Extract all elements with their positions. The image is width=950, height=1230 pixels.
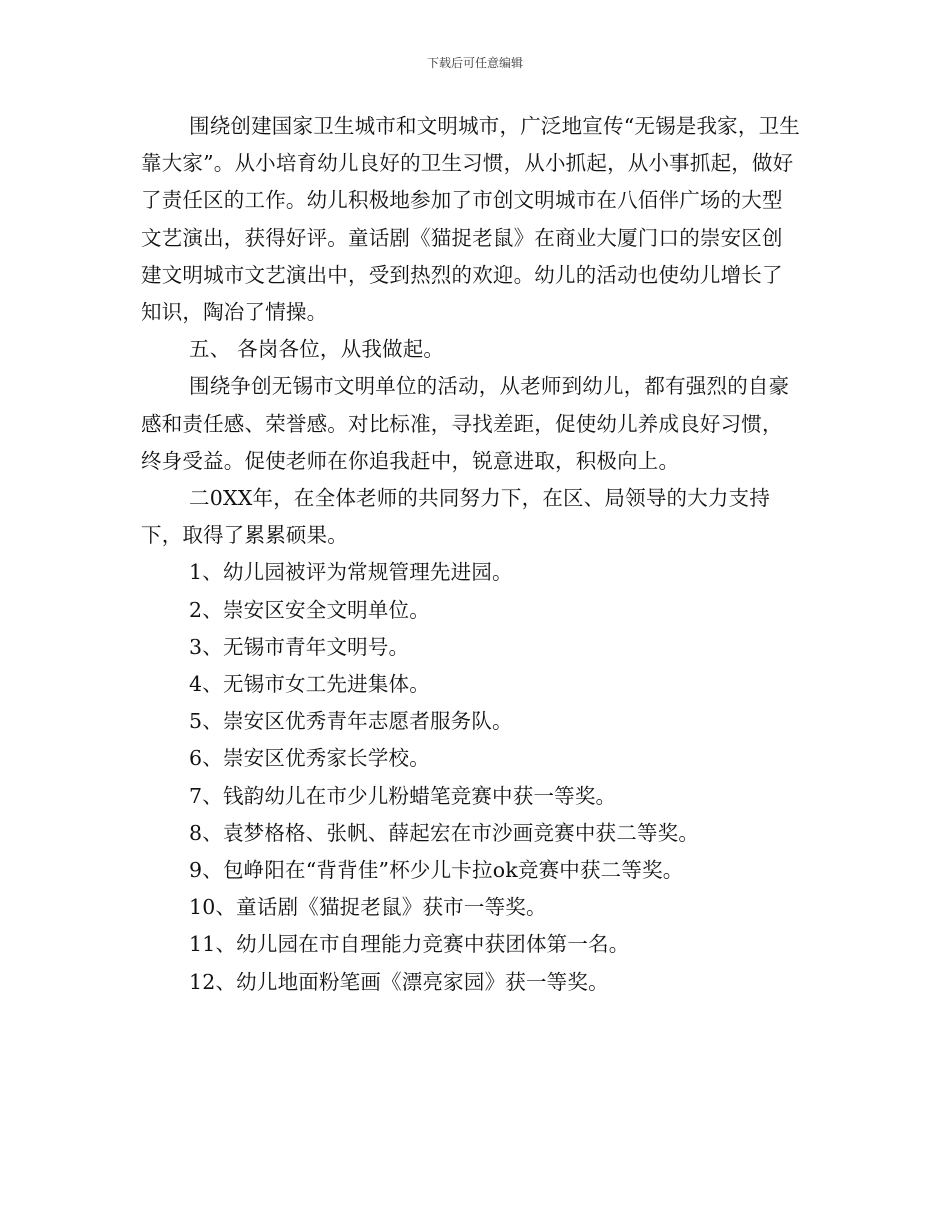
- list-item: 12、幼儿地面粉笔画《漂亮家园》获一等奖。: [189, 969, 609, 994]
- list-item: 11、幼儿园在市自理能力竞赛中获团体第一名。: [189, 932, 630, 957]
- paragraph-civic-campaign: 围绕创建国家卫生城市和文明城市，广泛地宣传“无锡是我家，卫生靠大家”。从小培育幼儿良好的卫生习惯，从小抓起，从小事抓起，做好了责任区的工作。幼儿积极地参加了市创文明城市在八佰伴广场的大型文艺演出，获得好评。童话剧《猫捉老鼠》在商业大厦门口的崇安区创建文明城市文艺演出中，受到热烈的欢迎。幼儿的活动也使幼儿增长了知识，陶冶了情操。: [141, 114, 800, 325]
- list-item: 6、崇安区优秀家长学校。: [189, 746, 430, 771]
- list-item: 7、钱韵幼儿在市少儿粉蜡笔竞赛中获一等奖。: [189, 783, 617, 808]
- list-item: 1、幼儿园被评为常规管理先进园。: [189, 560, 513, 585]
- list-item: 2、崇安区安全文明单位。: [189, 597, 430, 622]
- section-heading: 五、 各岗各位，从我做起。: [189, 337, 445, 362]
- list-item: 5、崇安区优秀青年志愿者服务队。: [189, 709, 513, 734]
- list-item: 10、童话剧《猫捉老鼠》获市一等奖。: [189, 895, 547, 920]
- paragraph-civilized-unit: 围绕争创无锡市文明单位的活动，从老师到幼儿，都有强烈的自豪感和责任感、荣誉感。对比标准，寻找差距，促使幼儿养成良好习惯，终身受益。促使老师在你追我赶中，锐意进取，积极向上。: [141, 374, 790, 473]
- paragraph-year-summary: 二0XX年，在全体老师的共同努力下，在区、局领导的大力支持下，取得了累累硕果。: [141, 486, 771, 548]
- list-item: 9、包峥阳在“背背佳”杯少儿卡拉ok竞赛中获二等奖。: [189, 858, 684, 883]
- list-item: 3、无锡市青年文明号。: [189, 634, 410, 659]
- list-item: 4、无锡市女工先进集体。: [189, 672, 430, 697]
- page-header-note: 下载后可任意编辑: [426, 56, 523, 70]
- achievement-list: [141, 554, 801, 1000]
- list-item: 8、袁梦格格、张帆、薛起宏在市沙画竞赛中获二等奖。: [189, 820, 700, 845]
- document-body: [141, 108, 801, 1001]
